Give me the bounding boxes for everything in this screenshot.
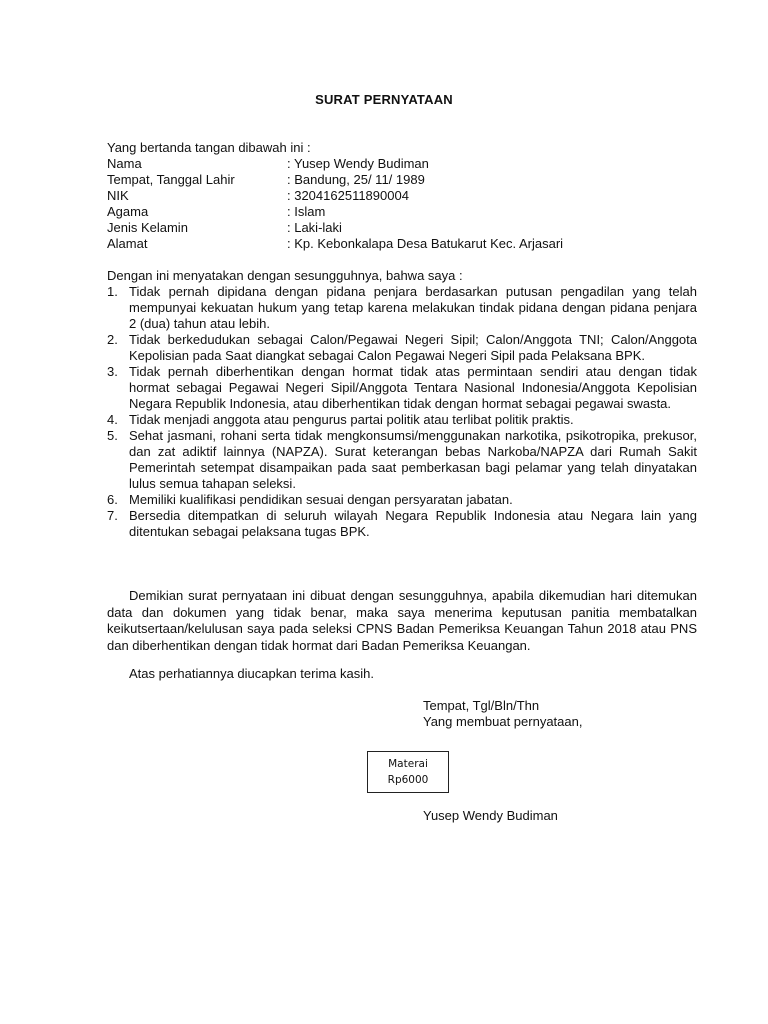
statement-list — [107, 284, 697, 540]
closing-paragraph: Demikian surat pernyataan ini dibuat dengan sesungguhnya, apabila dikemudian hari ditemukan data dan dokumen yang tidak benar, maka saya menerima keputusan panitia membatalkan keikutsertaan/kelulusan saya pada seleksi CPNS Badan Pemeriksa Keuangan Tahun 2018 atau PNS dan diberhentikan dengan tidak hormat dari Badan Pemeriksa Keuangan. — [107, 588, 697, 653]
thanks-text: Atas perhatiannya diucapkan terima kasih. — [129, 666, 374, 681]
list-text: Sehat jasmani, rohani serta tidak mengkonsumsi/menggunakan narkotika, psikotropika, prekusor, dan zat adiktif lainnya (NAPZA). Surat keterangan bebas Narkoba/NAPZA dari Rumah Sakit Pemerintah setempat disampaikan pada saat pemberkasan bagi pelamar yang telah dinyatakan lulus semua tahapan seleksi. — [129, 428, 697, 491]
list-text: Tidak berkedudukan sebagai Calon/Pegawai Negeri Sipil; Calon/Anggota TNI; Calon/Anggota Kepolisian pada Saat diangkat sebagai Calon Pegawai Negeri Sipil pada Pelaksana BPK. — [129, 332, 697, 363]
identity-value: : Yusep Wendy Budiman — [287, 156, 429, 171]
identity-value: : Bandung, 25/ 11/ 1989 — [287, 172, 425, 187]
list-text: Tidak pernah diberhentikan dengan hormat tidak atas permintaan sendiri atau dengan tidak hormat sebagai Pegawai Negeri Sipil/Anggota Tentara Nasional Indonesia/Anggota Kepolisian Negara Republik Indonesia, atau diberhentikan tidak dengan hormat sebagai pegawai swasta. — [129, 364, 697, 411]
list-item — [107, 492, 697, 508]
list-item — [107, 412, 697, 428]
maker-line: Yang membuat pernyataan, — [423, 714, 583, 729]
list-item — [107, 332, 697, 364]
list-number: 1. — [107, 284, 118, 299]
list-text: Memiliki kualifikasi pendidikan sesuai dengan persyaratan jabatan. — [129, 492, 513, 507]
identity-table — [107, 156, 563, 252]
list-text: Tidak menjadi anggota atau pengurus partai politik atau terlibat politik praktis. — [129, 412, 574, 427]
intro-text: Yang bertanda tangan dibawah ini : — [107, 140, 311, 155]
signature-block — [423, 698, 582, 730]
stamp-amount: Rp6000 — [387, 774, 429, 786]
identity-row-religion — [107, 204, 563, 220]
identity-row-nik — [107, 188, 563, 204]
stamp-box — [367, 751, 449, 793]
identity-row-gender — [107, 220, 563, 236]
list-item — [107, 428, 697, 492]
identity-value: : Laki-laki — [287, 220, 342, 235]
list-number: 7. — [107, 508, 118, 523]
statement-lead: Dengan ini menyatakan dengan sesungguhnya, bahwa saya : — [107, 268, 463, 283]
document-title: SURAT PERNYATAAN — [315, 92, 453, 107]
list-item — [107, 508, 697, 540]
identity-label: Tempat, Tanggal Lahir — [107, 172, 235, 187]
identity-row-birth — [107, 172, 563, 188]
identity-label: Jenis Kelamin — [107, 220, 188, 235]
identity-label: Alamat — [107, 236, 148, 251]
list-number: 4. — [107, 412, 118, 427]
list-text: Tidak pernah dipidana dengan pidana penjara berdasarkan putusan pengadilan yang telah mempunyai kekuatan hukum yang tetap karena melakukan tindak pidana dengan pidana penjara 2 (dua) tahun atau lebih. — [129, 284, 697, 331]
list-item — [107, 284, 697, 332]
identity-label: Nama — [107, 156, 142, 171]
stamp-label: Materai — [388, 758, 428, 770]
list-number: 3. — [107, 364, 118, 379]
list-item — [107, 364, 697, 412]
identity-row-address — [107, 236, 563, 252]
identity-label: Agama — [107, 204, 149, 219]
signer-name: Yusep Wendy Budiman — [423, 808, 558, 823]
identity-value: : Kp. Kebonkalapa Desa Batukarut Kec. Arjasari — [287, 236, 564, 251]
identity-row-name — [107, 156, 563, 172]
list-number: 6. — [107, 492, 118, 507]
identity-value: : Islam — [287, 204, 326, 219]
place-date-line: Tempat, Tgl/Bln/Thn — [423, 698, 540, 713]
identity-value: : 3204162511890004 — [287, 188, 409, 203]
list-number: 5. — [107, 428, 118, 443]
list-text: Bersedia ditempatkan di seluruh wilayah Negara Republik Indonesia atau Negara lain yang ditentukan sebagai pelaksana tugas BPK. — [129, 508, 697, 539]
list-number: 2. — [107, 332, 118, 347]
identity-label: NIK — [107, 188, 129, 203]
